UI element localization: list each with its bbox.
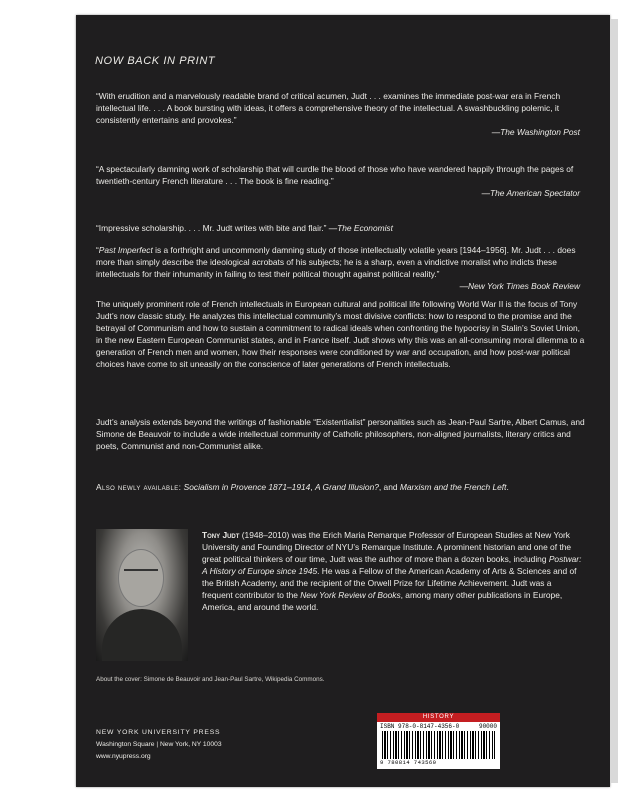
quote-nyt-book-review bbox=[96, 244, 580, 292]
barcode-bars bbox=[382, 731, 495, 759]
publisher-block bbox=[96, 727, 222, 763]
author-bio bbox=[202, 529, 582, 613]
bio-book-title: Postwar: A History of Europe since 1945 bbox=[202, 554, 582, 576]
quote-text: “A spectacularly damning work of scholarship that will curdle the blood of those who have wandered happily through the pages of twentieth-century French literature . . . The book is fine reading.” bbox=[96, 164, 574, 186]
quote-washington-post bbox=[96, 90, 580, 138]
quote-open-mark: “ bbox=[96, 245, 99, 255]
quote-source: —The Economist bbox=[328, 223, 393, 233]
quote-source: —New York Times Book Review bbox=[459, 281, 580, 291]
now-back-in-print-header: NOW BACK IN PRINT bbox=[95, 55, 216, 67]
barcode-panel bbox=[377, 713, 500, 769]
publisher-address: Washington Square | New York, NY 10003 bbox=[96, 741, 222, 748]
also-end: . bbox=[506, 482, 509, 492]
price-code: 90000 bbox=[478, 723, 497, 730]
also-separator: , and bbox=[378, 482, 400, 492]
author-photo bbox=[96, 529, 188, 661]
about-the-cover: About the cover: Simone de Beauvoir and Jean-Paul Sartre, Wikipedia Commons. bbox=[96, 676, 325, 683]
quote-american-spectator bbox=[96, 163, 580, 199]
photo-face bbox=[118, 549, 164, 607]
quote-text: “With erudition and a marvelously readable brand of critical acumen, Judt . . . examines the immediate post-war era in French intellectual life. . . . A book bursting with ideas, it offers a comprehensive theory of the intellectual. A swashbuckling polemic, it consistently entertains and provokes.” bbox=[96, 91, 561, 125]
quote-text: is a forthright and uncommonly damning study of those intellectually volatile years [1944–1956]. Mr. Judt . . . does more than simply describe the ideological acrobats of his subjects; he is a sharp, even a vindictive moralist who indicts these intellectuals for their inhumanity in failing to test their political thought against political reality.” bbox=[96, 245, 576, 279]
back-cover bbox=[76, 15, 610, 787]
bio-magazine-title: New York Review of Books bbox=[300, 590, 401, 600]
also-title-1: Socialism in Provence 1871–1914 bbox=[183, 482, 311, 492]
quote-book-title: Past Imperfect bbox=[98, 245, 153, 255]
description-paragraph-2: Judt’s analysis extends beyond the writings of fashionable “Existentialist” personalities such as Jean-Paul Sartre, Albert Camus, and Simone de Beauvoir to include a wide intellectual community of Catholic philosophers, non-aligned journalists, literary critics and poets, Communist and non-Communist alike. bbox=[96, 417, 585, 451]
also-available bbox=[96, 481, 586, 493]
quote-source: —The Washington Post bbox=[491, 127, 580, 137]
also-title-3: Marxism and the French Left bbox=[399, 482, 507, 492]
publisher-name: NEW YORK UNIVERSITY PRESS bbox=[96, 729, 221, 736]
quote-economist bbox=[96, 222, 580, 234]
also-lead: Also newly available: bbox=[96, 482, 182, 492]
also-separator: , bbox=[310, 482, 315, 492]
isbn-text: ISBN 978-0-8147-4356-0 bbox=[380, 723, 460, 730]
bio-text: . He was a Fellow of the American Academy of Arts & Sciences and of the British Academy, and the recipient of the Orwell Prize for Lifetime Achievement. Judt was a frequent contributor to the bbox=[202, 566, 577, 600]
category-label: HISTORY bbox=[377, 713, 500, 722]
author-name: Tony Judt bbox=[202, 530, 240, 540]
bio-text: (1948–2010) was the Erich Maria Remarque Professor of European Studies at New York University and Founding Director of NYU’s Remarque Institute. A prominent historian and one of the great political thinkers of our time, Judt was the author of more than a dozen books, including bbox=[202, 530, 572, 564]
photo-figure bbox=[102, 609, 182, 661]
quote-text: “Impressive scholarship. . . . Mr. Judt writes with bite and flair.” bbox=[96, 223, 327, 233]
also-title-2: A Grand Illusion? bbox=[314, 482, 379, 492]
description-paragraph-1: The uniquely prominent role of French intellectuals in European cultural and political life following World War II is the focus of Tony Judt’s now classic study. He analyzes this intellectual community’s most divisive conflicts: how to respond to the promise and the betrayal of Communism and how to sustain a commitment to radical ideals when confronting the hypocrisy in Stalin’s Soviet Union, in the new Eastern European Communist states, and in France itself. Judt shows why this was an all-consuming moral dilemma to a generation of French men and women, how their responses were conditioned by war and occupation, and how post-war political choices have come to sit uneasily on the conscience of later generations of French intellectuals. bbox=[96, 299, 585, 369]
bio-text: , among many other publications in Europe, America, and around the world. bbox=[202, 590, 563, 612]
publisher-url: www.nyupress.org bbox=[96, 753, 151, 760]
quote-source: —The American Spectator bbox=[481, 188, 580, 198]
barcode-digits: 9 780814 743560 bbox=[380, 759, 437, 766]
photo-glasses bbox=[124, 569, 158, 577]
